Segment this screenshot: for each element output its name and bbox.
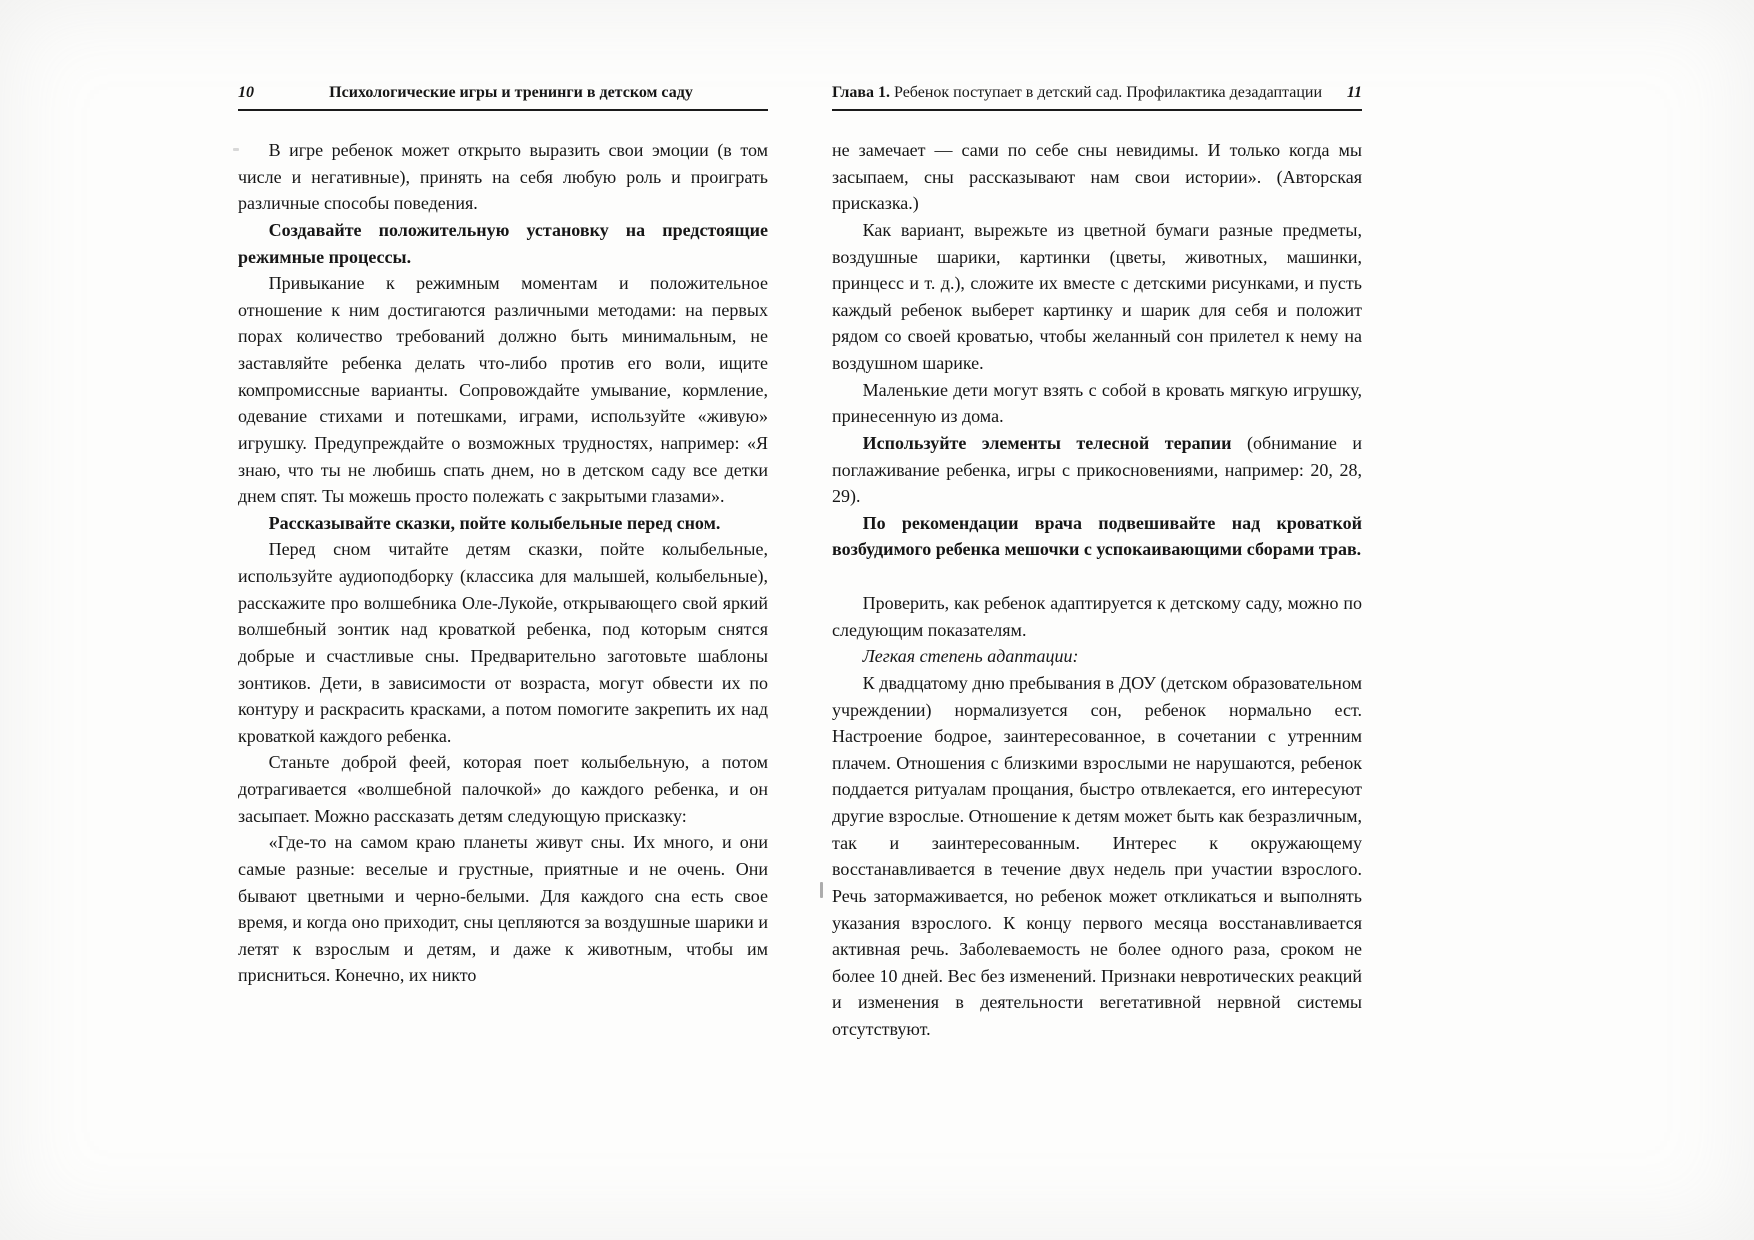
paragraph (832, 137, 1362, 217)
running-title-left: Психологические игры и тренинги в детском саду (329, 84, 693, 101)
paragraph (832, 590, 1362, 643)
text-run: «Где-то на самом краю планеты живут сны. Их много, и они самые разные: веселые и грустные, приятные и не очень. Они бывают цветными и черно-белыми. Для каждого сна есть свое время, и когда оно приходит, сны цепляются за воздушные шарики и летят к взрослым и детям, и даже к животным, чтобы им присниться. Конечно, их никто (238, 832, 768, 986)
page-left (238, 84, 768, 1043)
paragraph (238, 536, 768, 749)
running-header-right (832, 84, 1362, 111)
text-run: не замечает — сами по себе сны невидимы. И только когда мы засыпаем, сны рассказывают нам свои истории». (Авторская присказка.) (832, 140, 1362, 214)
scan-artifact-mark (820, 882, 823, 898)
paragraph (832, 430, 1362, 510)
text-run: Маленькие дети могут взять с собой в кровать мягкую игрушку, принесенную из дома. (832, 379, 1362, 427)
paragraph (832, 510, 1362, 563)
page-body-left (238, 137, 768, 989)
running-header-left (238, 84, 768, 111)
italic-text-run: Легкая степень адаптации: (862, 646, 1079, 667)
paragraph (832, 643, 1362, 670)
paragraph (238, 749, 768, 829)
paragraph (832, 217, 1362, 377)
text-run: Как вариант, вырежьте из цветной бумаги разные предметы, воздушные шарики, картинки (цветы, животных, машинки, принцесс и т. д.), сложите их вместе с детскими рисунками, и пусть каждый ребенок выберет картинку и шарик для себя и положит рядом со своей кроватью, чтобы желанный сон прилетел к нему на воздушном шарике. (832, 219, 1362, 373)
text-run: Проверить, как ребенок адаптируется к детскому саду, можно по следующим показателям. (832, 593, 1362, 640)
page-number-left: 10 (238, 84, 254, 101)
paragraph (832, 670, 1362, 1043)
running-title-right (832, 84, 1347, 102)
text-run: К двадцатому дню пребывания в ДОУ (детском образовательном учреждении) нормализуется сон, ребенок нормально ест. Настроение бодрое, заинтересованное, в сочетании с утренним плачем. Отношения с близкими взрослыми не нарушаются, ребенок поддается ритуалам прощания, быстро отвлекается, его интересуют другие взрослые. Отношение к детям может быть как безразличным, так и заинтересованным. Интерес к окружающему восстанавливается в течение двух недель при участии взрослого. Речь затормаживается, но ребенок может откликаться и выполнять указания взрослого. К концу первого месяца восстанавливается активная речь. Заболеваемость не более одного раза, сроком не более 10 дней. Вес без изменений. Признаки невротических реакций и изменения в деятельности вегетативной нервной системы отсутствуют. (832, 672, 1362, 1039)
running-title-right-text: Ребенок поступает в детский сад. Профилактика дезадаптации (890, 84, 1323, 101)
bold-text-run: Создавайте положительную установку на предстоящие режимные процессы. (238, 219, 768, 267)
paragraph (238, 829, 768, 989)
text-run: В игре ребенок может открыто выразить свои эмоции (в том числе и негативные), принять на себя любую роль и проиграть различные способы поведения. (238, 140, 768, 214)
bold-text-run: Рассказывайте сказки, пойте колыбельные перед сном. (268, 512, 721, 533)
text-run: (обнимание и поглаживание ребенка, игры с прикосновениями, например: 20, 28, 29). (832, 432, 1362, 507)
text-run: Перед сном читайте детям сказки, пойте колыбельные, используйте аудиоподборку (классика для малышей, колыбельные), расскажите про волшебника Оле-Лукойе, открывающего свой яркий волшебный зонтик над кроваткой ребенка, под которым снятся добрые и счастливые сны. Предварительно заготовьте шаблоны зонтиков. Дети, в зависимости от возраста, могут обвести их по контуру и раскрасить красками, а потом помогите закрепить их над кроваткой каждого ребенка. (238, 539, 768, 746)
chapter-label: Глава 1. (832, 84, 890, 101)
text-run: Станьте доброй феей, которая поет колыбельную, а потом дотрагивается «волшебной палочкой» до каждого ребенка, и он засыпает. Можно рассказать детям следующую присказку: (238, 752, 768, 826)
page-body-right (832, 137, 1362, 1043)
bold-text-run: Используйте элементы телесной терапии (862, 432, 1247, 453)
two-page-spread (238, 84, 1362, 1043)
paragraph (832, 377, 1362, 430)
paragraph (238, 510, 768, 537)
paragraph (238, 270, 768, 510)
scan-artifact-speck (233, 148, 239, 151)
page-number-right: 11 (1346, 84, 1362, 101)
bold-text-run: По рекомендации врача подвешивайте над кроваткой возбудимого ребенка мешочки с успокаивающими сборами трав. (832, 512, 1362, 560)
text-run: Привыкание к режимным моментам и положительное отношение к ним достигаются различными методами: на первых порах количество требований должно быть минимальным, не заставляйте ребенка делать что-либо против его воли, ищите компромиссные варианты. Сопровождайте умывание, кормление, одевание стихами и потешками, играми, используйте «живую» игрушку. Предупреждайте о возможных трудностях, например: «Я знаю, что ты не любишь спать днем, но в детском саду все детки днем спят. Ты можешь просто полежать с закрытыми глазами». (238, 273, 768, 507)
paragraph (238, 217, 768, 270)
paragraph (238, 137, 768, 217)
page-right (832, 84, 1362, 1043)
